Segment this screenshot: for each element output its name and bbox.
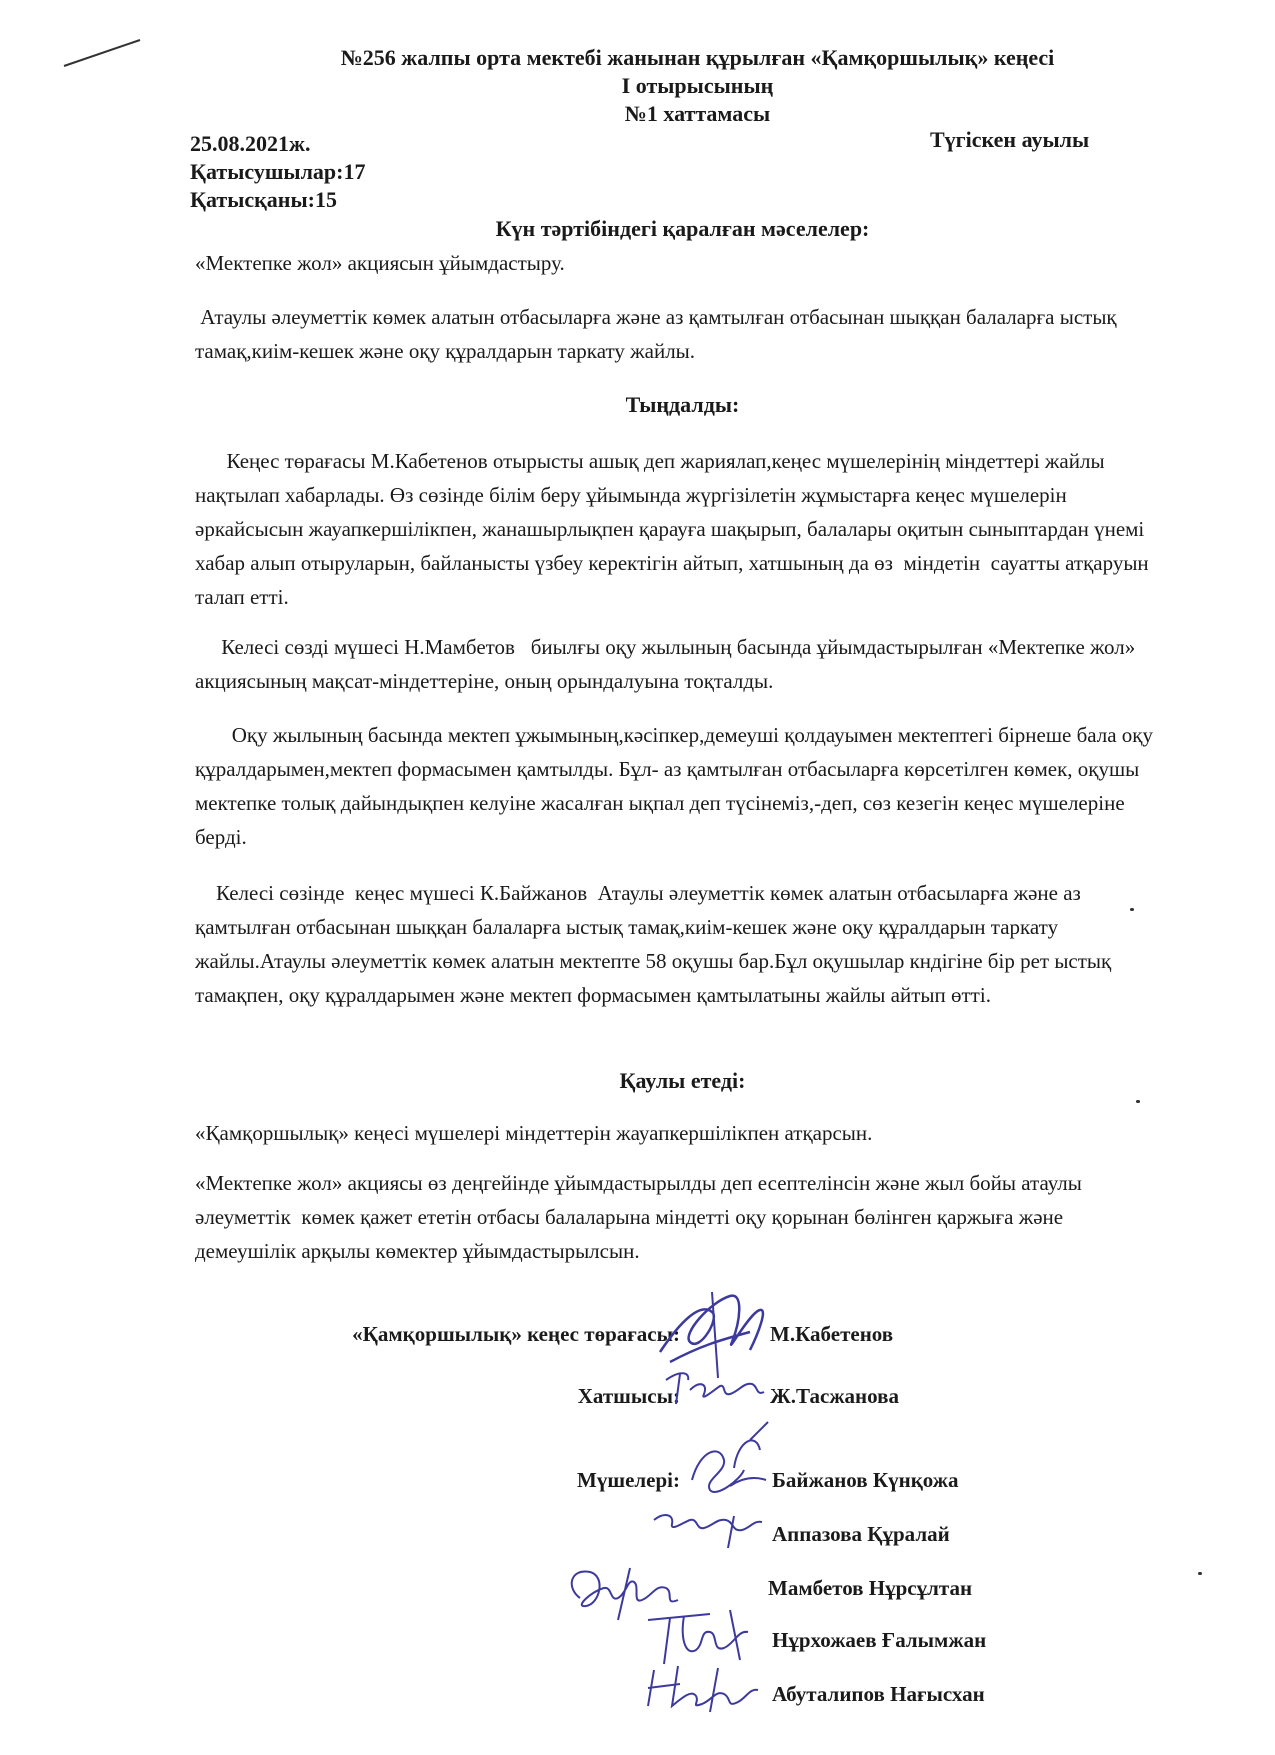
meeting-date: 25.08.2021ж. [190,131,311,156]
resolution-paragraph: «Мектепке жол» акциясы өз деңгейінде ұйымдастырылды деп есептелінсін және жыл бойы атаулы әлеуметтік көмек қажет ететін отбасы балаларына міндетті оқу қорынан бөлінген қаржыға және демеушілік арқылы көмектер ұйымдастырылсын. [195,1171,1088,1263]
member-name: Аппазова Құралай [772,1522,950,1546]
chair-label: «Қамқоршылық» кеңес төрағасы: [352,1322,680,1346]
member-name: Абуталипов Нағысхан [772,1682,985,1706]
chair-name: М.Кабетенов [770,1322,894,1346]
agenda-item: «Мектепке жол» акциясын ұйымдастыру. [195,251,565,275]
meeting-place: Түгіскен ауылы [930,127,1090,152]
member-signature [650,1500,770,1550]
heard-paragraph: Оқу жылының басында мектеп ұжымының,кәсіпкер,демеуші қолдауымен мектептегі бірнеше бала оқу құралдарымен,мектеп формасымен қамтылды. Бұл- аз қамтылған отбасыларға көрсетілген көмек, оқушы мектепке толық дайындықпен келуіне жасалған ықпал деп түсінеміз,-деп, сөз кезегін кеңес мүшелеріне берді. [195,723,1159,849]
agenda-item: Атаулы әлеуметтік көмек алатын отбасыларға және аз қамтылған отбасынан шыққан балаларға ыстық тамақ,киім-кешек және оқу құралдарын таркату жайлы. [195,305,1122,363]
heard-heading: Тыңдалды: [625,392,740,417]
member-name: Байжанов Күнқожа [772,1468,959,1492]
secretary-name: Ж.Тасжанова [770,1384,899,1408]
session-number: І отырысының [621,73,774,98]
member-name: Нұрхожаев Ғалымжан [772,1628,987,1652]
scan-speck [1198,1572,1202,1575]
member-signature [640,1650,770,1720]
secretary-signature [660,1360,780,1410]
member-signature [680,1420,790,1510]
secretary-label: Хатшысы: [577,1384,680,1408]
agenda-heading: Күн тәртібіндегі қаралған мәселелер: [495,216,870,241]
document-title: №256 жалпы орта мектебі жанынан құрылған «Қамқоршылық» кеңесі [340,45,1055,70]
protocol-number: №1 хаттамасы [624,101,771,126]
scan-speck [1136,1100,1140,1103]
scan-speck [1130,908,1134,911]
attended-count: Қатысқаны:15 [190,187,337,212]
participants-count: Қатысушылар:17 [190,159,366,184]
member-name: Мамбетов Нұрсұлтан [768,1576,973,1600]
heard-paragraph: Келесі сөзінде кеңес мүшесі К.Байжанов Атаулы әлеуметтік көмек алатын отбасыларға және аз қамтылған отбасынан шыққан балаларға ыстық тамақ,киім-кешек және оқу құралдарын таркату жайлы.Атаулы әлеуметтік көмек алатын мектепте 58 оқушы бар.Бұл оқушылар кндігіне бір рет ыстық тамақпен, оқу құралдарымен және мектеп формасымен қамтылатыны жайлы айтып өтті. [195,881,1117,1007]
heard-paragraph: Келесі сөзді мүшесі Н.Мамбетов биылғы оқу жылының басында ұйымдастырылған «Мектепке жол» акциясының мақсат-міндеттеріне, оның орындалуына тоқталды. [195,635,1141,693]
resolution-heading: Қаулы етеді: [619,1068,746,1093]
resolution-paragraph: «Қамқоршылық» кеңесі мүшелері міндеттерін жауапкершілікпен атқарсын. [195,1121,873,1145]
members-label: Мүшелері: [577,1468,680,1492]
heard-paragraph: Кеңес төрағасы М.Кабетенов отырысты ашық деп жариялап,кеңес мүшелерінің міндеттері жайлы нақтылап хабарлады. Өз сөзінде білім беру ұйымында жүргізілетін жұмыстарға кеңес мүшелерін әркайсысын жауапкершілікпен, жанашырлықпен қарауға шақырып, балалары оқитын сыныптардан үнемі хабар алып отыруларын, байланысты үзбеу керектігін айтып, хатшының да өз міндетін сауатты атқаруын талап етті. [195,449,1154,609]
